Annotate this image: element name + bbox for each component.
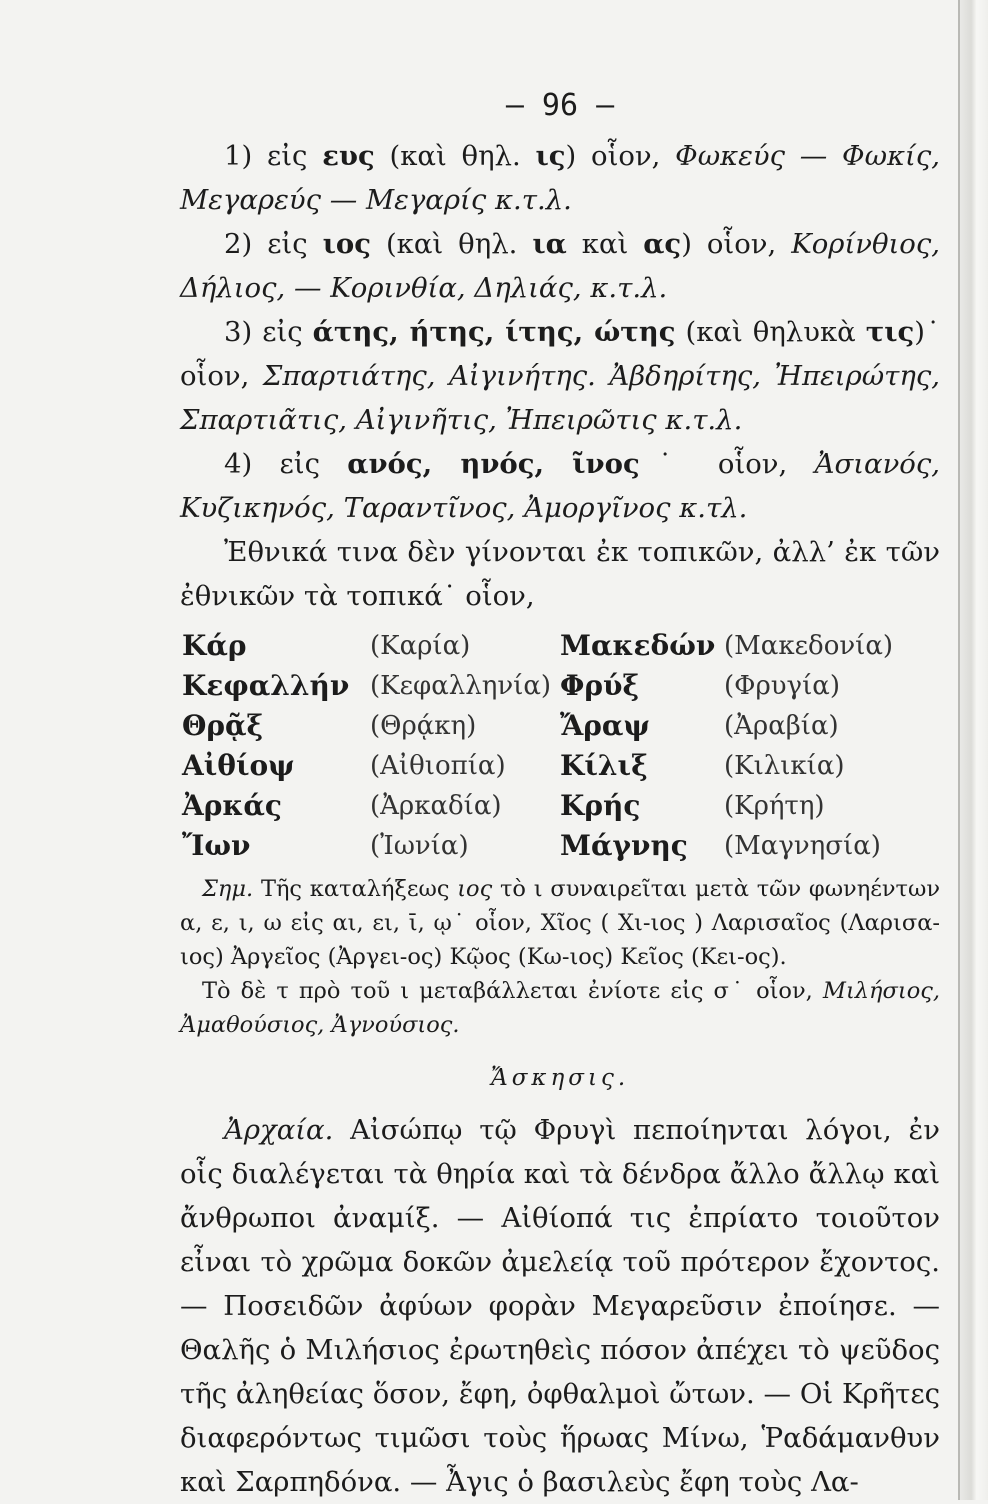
ethnic-word: Ἄραψ (560, 709, 650, 742)
place-name: (Φρυγία) (724, 671, 840, 701)
ethnic-word: Μάγνης (560, 829, 688, 862)
place-name: (Ἰωνία) (370, 831, 469, 861)
rule-text: εἰς (252, 140, 323, 172)
place-name: (Θρᾴκη) (370, 711, 477, 741)
ethnic-word-table (182, 626, 940, 866)
suffix-bold: ιος (322, 228, 371, 260)
rule-text: (καὶ θηλ. (370, 228, 533, 260)
rule-label: 4) (224, 448, 253, 480)
place-name: (Κρήτη) (724, 791, 825, 821)
ethnic-word: Κάρ (182, 629, 247, 662)
ethnic-word: Ἴων (182, 829, 251, 862)
exercise-title: Ἄσκησις. (490, 1065, 630, 1091)
ethnika-intro: Ἐθνικά τινα δὲν γίνονται ἐκ τοπικῶν, ἀλλ’ ἐκ τῶν ἐθνικῶν τὰ τοπικά˙ οἷον, (180, 536, 940, 612)
place-name: (Ἀρκαδία) (370, 791, 502, 821)
exercise-body: Αἰσώπῳ τῷ Φρυγὶ πεποίηνται λόγοι, ἐν οἷς διαλέγεται τὰ θηρία καὶ τὰ δένδρα ἄλλο ἄλλῳ καὶ ἄνθρωποι ἀναμίξ. — Αἰθίοπά τις ἐπρίατο τοιοῦτον εἶναι τὸ χρῶμα δοκῶν ἀμελείᾳ τοῦ πρότερον ἔχοντος. — Ποσειδῶν ἀφύων φορὰν Μεγαρεῦσιν ἐποίησε. — Θαλῆς ὁ Μιλήσιος ἐρωτηθεὶς πόσον ἀπέχει τὸ ψεῦδος τῆς ἀληθείας ὅσον, ἔφη, ὀφθαλμοὶ ὤτων. — Οἱ Κρῆτες διαφερόντως τιμῶσι τοὺς ἥρωας Μίνω, Ῥαδάμανθυν καὶ Σαρπηδόνα. — Ἆγις ὁ βασιλεὺς ἔφη τοὺς Λα- (180, 1114, 940, 1498)
suffix-bold: ανός, ηνός, ῖνος (347, 448, 640, 480)
suffix-bold: ια (532, 228, 567, 260)
rule-text: )˙ οἷον, (180, 316, 940, 392)
rule-text: καὶ (566, 228, 644, 260)
rule-text: εἰς (252, 228, 323, 260)
rule-text: (καὶ θηλυκὰ (675, 316, 866, 348)
place-name: (Κεφαλληνία) (370, 671, 552, 701)
place-name: (Καρία) (370, 631, 471, 661)
examples: Ἀσιανός, Κυζικηνός, Ταραντῖνος, Ἀμοργῖνος κ.τλ. (180, 448, 940, 524)
place-name: (Ἀραβία) (724, 711, 839, 741)
exercise-lead: Ἀρχαία. (224, 1114, 334, 1146)
note-examples: Μιλήσιος, Ἀμαθούσιος, Ἀγνούσιος. (180, 978, 940, 1038)
ethnic-word: Μακεδών (560, 629, 716, 662)
ethnic-word: Κρής (560, 789, 641, 822)
rule-label: 2) (224, 228, 253, 260)
note-text: τὸ ι συναιρεῖται μετὰ τῶν φωνηέντων α, ε, ι, ω εἰς αι, ει, ῑ, ῳ˙ οἷον, Χῖος ( Χι-ιος ) Λαρισαῖος (Λαρισα-ιος) Ἀργεῖος (Ἀργει-ος) Κῷος (Κω-ιος) Κεῖος (Κει-ος). (180, 876, 941, 970)
rule-1 (180, 134, 940, 222)
rule-3 (180, 310, 940, 442)
suffix-bold: ις (535, 140, 566, 172)
rule-text: ) οἷον, (565, 140, 676, 172)
suffix-bold: ας (643, 228, 682, 260)
book-page-edge (958, 0, 988, 1500)
rule-4 (180, 442, 940, 530)
examples: Φωκεύς — Φωκίς, Μεγαρεύς — Μεγαρίς κ.τ.λ. (180, 140, 940, 216)
note-label: Σημ. (202, 876, 254, 902)
note-suffix: ιος (457, 876, 493, 902)
exercise-text (180, 1108, 940, 1504)
note-text: Τὸ δὲ τ πρὸ τοῦ ι μεταβάλλεται ἐνίοτε εἰς σ˙ οἷον, (202, 978, 823, 1004)
note-text: Τῆς καταλήξεως (253, 876, 458, 902)
ethnic-word: Αἰθίοψ (182, 749, 295, 782)
page-number: — 96 — (505, 88, 615, 123)
rule-text: ˙ οἷον, (639, 448, 815, 480)
place-name: (Μαγνησία) (724, 831, 881, 861)
rule-label: 1) (224, 140, 253, 172)
rule-2 (180, 222, 940, 310)
ethnic-word: Κίλιξ (560, 749, 648, 782)
rule-label: 3) (224, 316, 253, 348)
suffix-bold: άτης, ήτης, ίτης, ώτης (312, 316, 676, 348)
note-paragraph-2 (180, 974, 940, 1042)
suffix-bold: τις (865, 316, 915, 348)
rule-text: εἰς (252, 316, 313, 348)
page-content (180, 84, 940, 1504)
note-paragraph (180, 872, 940, 974)
rule-text: (καὶ θηλ. (374, 140, 536, 172)
rule-text: εἰς (252, 448, 348, 480)
suffix-bold: ευς (322, 140, 375, 172)
ethnic-word: Θρᾷξ (182, 709, 264, 742)
rule-text: ) οἷον, (681, 228, 792, 260)
place-name: (Μακεδονία) (724, 631, 894, 661)
examples: Σπαρτιάτης, Αἰγινήτης. Ἀβδηρίτης, Ἠπειρώτης, Σπαρτιᾶτις, Αἰγινῆτις, Ἠπειρῶτις κ.τ.λ. (180, 360, 940, 436)
examples: Κορίνθιος, Δήλιος, — Κορινθία, Δηλιάς, κ.τ.λ. (180, 228, 940, 304)
ethnic-word: Φρύξ (560, 669, 640, 702)
ethnic-word: Κεφαλλήν (182, 669, 350, 702)
place-name: (Κιλικία) (724, 751, 845, 781)
ethnic-word: Ἀρκάς (182, 789, 282, 822)
place-name: (Αἰθιοπία) (370, 751, 506, 781)
